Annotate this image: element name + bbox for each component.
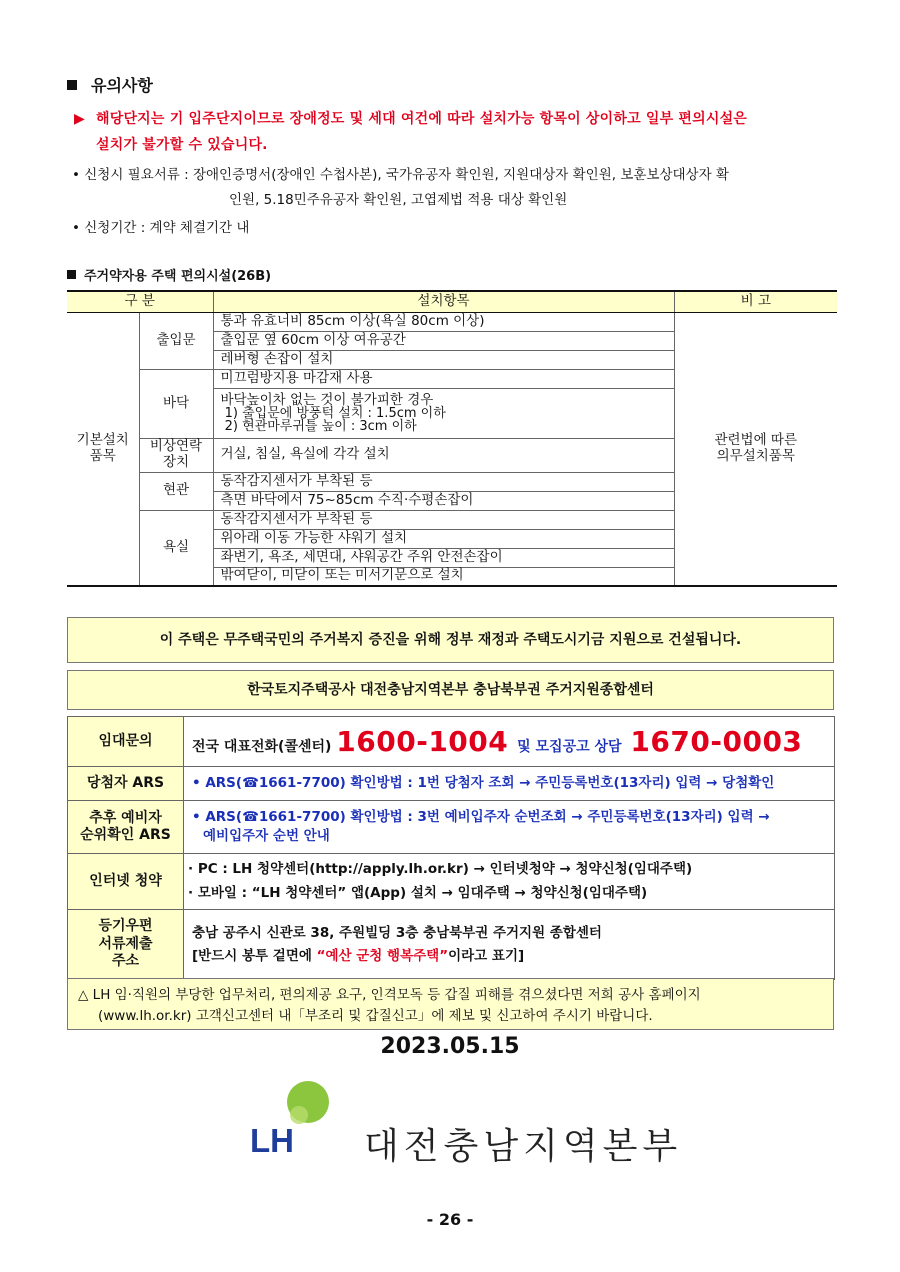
contact-row-internet [68,854,835,910]
header-category: 구 분 [67,291,213,312]
table-row [67,312,837,331]
winner-value: • ARS(☎1661-7700) 확인방법 : 1번 당첨자 조회 → 주민등록번호(13자리) 입력 → 당첨확인 [184,767,835,801]
reserve-label: 추후 예비자 순위확인 ARS [68,801,184,854]
phone-consult: 1670-0003 [630,724,803,758]
contact-row-rental [68,717,835,767]
contact-row-winner [68,767,835,801]
notice-heading: 유의사항 [67,73,153,96]
main-category-cell: 기본설치 품목 [67,312,139,586]
notice-red-line-2: 설치가 불가할 수 있습니다. [96,137,268,153]
docs-line-1: • 신청시 필요서류 : 장애인증명서(장애인 수첩사본), 국가유공자 확인원, 지원대상자 확인원, 보훈보상대상자 확 [72,167,729,183]
group-entrance-cell: 출입문 [139,312,213,369]
mail-address: 충남 공주시 신관로 38, 주원빌딩 3층 충남북부권 주거지원 종합센터 [192,924,602,941]
item-cell: 동작감지센서가 부착된 등 [213,472,674,491]
item-cell-multiline [213,388,674,438]
item-cell: 통과 유효너비 85cm 이상(욕실 80cm 이상) [213,312,674,331]
item-cell: 위아래 이동 가능한 샤워기 설치 [213,529,674,548]
item-cell: 밖여닫이, 미닫이 또는 미서기문으로 설치 [213,567,674,586]
item-cell: 출입문 옆 60cm 이상 여유공간 [213,331,674,350]
group-bath-cell: 욕실 [139,510,213,586]
internet-mobile-line: · 모바일 : “LH 청약센터” 앱(App) 설치 → 임대주택 → 청약신청(임대주택) [188,884,648,901]
header-items: 설치항목 [213,291,674,312]
item-cell: 레버형 손잡이 설치 [213,350,674,369]
group-floor-cell: 바닥 [139,369,213,438]
facilities-heading: 주거약자용 주택 편의시설(26B) [67,265,271,284]
dot-bullet-icon: • [72,167,85,183]
item-cell: 미끄럼방지용 마감재 사용 [213,369,674,388]
square-bullet-icon [67,270,76,279]
item-line: 2) 현관마루귀틀 높이 : 3cm 이하 [220,418,417,434]
lh-logo-icon [250,1078,330,1158]
group-hall-cell: 현관 [139,472,213,510]
triangle-right-icon: ▶ [74,111,85,127]
square-bullet-icon [67,80,77,90]
org-name: 대전충남지역본부 [364,1126,683,1167]
facilities-table [67,290,837,587]
abuse-report-notice: △ LH 임·직원의 부당한 업무처리, 편의제공 요구, 인격모독 등 갑질 피해를 겪으셨다면 저희 공사 홈페이지 (www.lh.or.kr) 고객신고센터 내「부조리 및 갑질신고」에 제보 및 신고하여 주시기 바랍니다. [67,978,834,1030]
header-note: 비 고 [674,291,837,312]
item-line: 1) 출입문에 방풍턱 설치 : 1.5cm 이하 [220,405,446,421]
reserve-value: • ARS(☎1661-7700) 확인방법 : 3번 예비입주자 순번조회 → 주민등록번호(13자리) 입력 → 예비입주자 순번 안내 [184,801,835,854]
docs-line-2: 인원, 5.18민주유공자 확인원, 고엽제법 적용 대상 확인원 [229,192,568,208]
rental-value: 전국 대표전화(콜센터) 1600-1004 및 모집공고 상담 1670-0003 [184,717,835,767]
contact-row-reserve [68,801,835,854]
table-header-row [67,291,837,312]
item-cell: 좌변기, 욕조, 세면대, 샤워공간 주위 안전손잡이 [213,548,674,567]
phone-callcenter: 1600-1004 [336,724,509,758]
mail-value [184,910,835,980]
internet-value [184,854,835,910]
rental-label: 임대문의 [68,717,184,767]
internet-label: 인터넷 청약 [68,854,184,910]
winner-label: 당첨자 ARS [68,767,184,801]
item-line: 바닥높이차 없는 것이 불가피한 경우 [220,391,434,408]
notice-red-line-1: ▶ 해당단지는 기 입주단지이므로 장애정도 및 세대 여건에 따라 설치가능 항목이 상이하고 일부 편의시설은 [74,111,748,127]
dot-bullet-icon: • [72,220,85,236]
center-banner: 한국토지주택공사 대전충남지역본부 충남북부권 주거지원종합센터 [67,670,834,710]
item-cell: 동작감지센서가 부착된 등 [213,510,674,529]
group-emergency-cell: 비상연락 장치 [139,438,213,472]
period-line: • 신청기간 : 계약 체결기간 내 [72,220,250,236]
item-cell: 거실, 침실, 욕실에 각각 설치 [213,438,674,472]
contact-row-mail [68,910,835,980]
internet-pc-line: · PC : LH 청약센터(http://apply.lh.or.kr) → 인터넷청약 → 청약신청(임대주택) [188,860,693,877]
item-cell: 측면 바닥에서 75~85cm 수직·수평손잡이 [213,491,674,510]
mail-label: 등기우편 서류제출 주소 [68,910,184,980]
mail-instruction: [반드시 봉투 겉면에 “예산 군청 행복주택”이라고 표기] [192,947,525,964]
lh-logo-text: LH [250,1122,294,1158]
contact-table [67,716,835,980]
page-number: - 26 - [426,1210,474,1229]
funding-banner: 이 주택은 무주택국민의 주거복지 증진을 위해 정부 재정과 주택도시기금 지원으로 건설됩니다. [67,617,834,663]
notice-date: 2023.05.15 [380,1034,520,1059]
note-cell: 관련법에 따른 의무설치품목 [674,312,837,586]
